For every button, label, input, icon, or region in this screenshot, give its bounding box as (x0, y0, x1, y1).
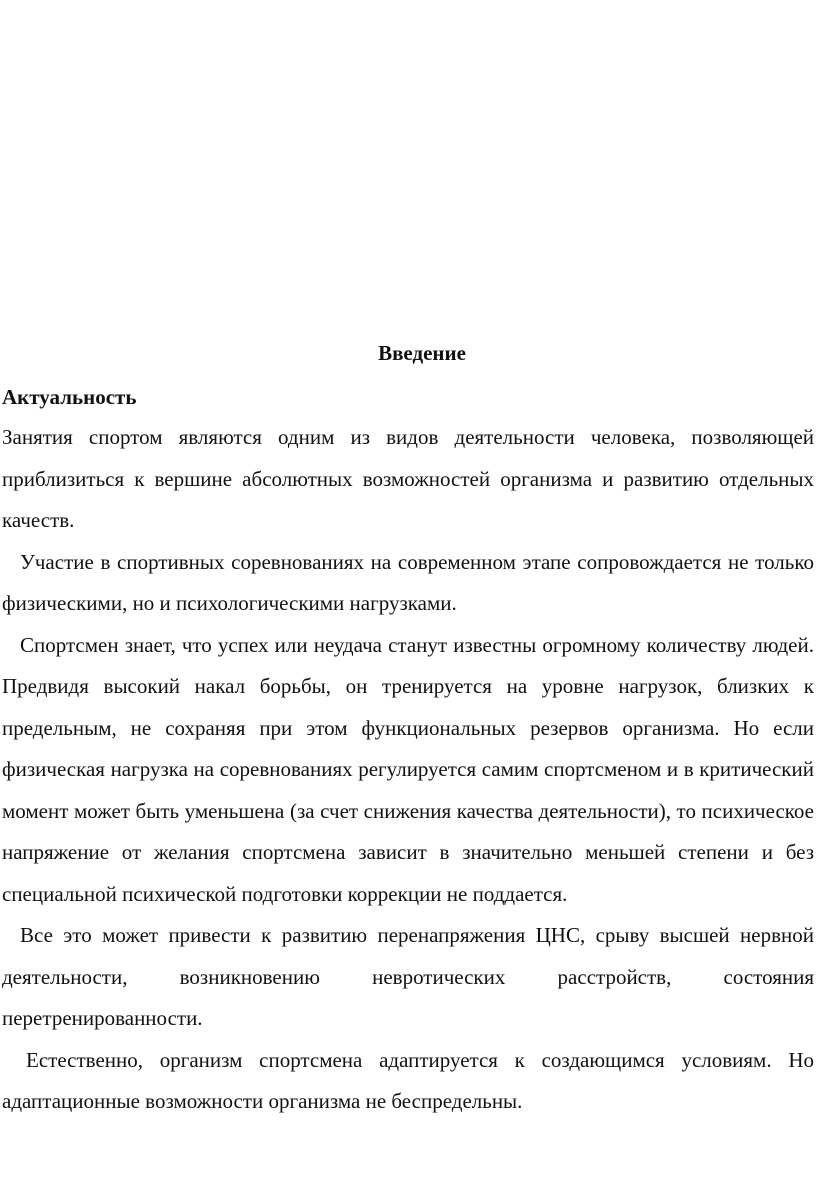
paragraph-1: Занятия спортом являются одним из видов деятельности человека, позволяющей приблизиться к вершине абсолютных возможностей организма и развитию отдельных качеств. (2, 425, 814, 532)
paragraph-4: Все это может привести к развитию перенапряжения ЦНС, срыву высшей нервной деятельности, возникновению невротических расстройств, состояния перетренированности. (2, 923, 814, 1030)
section-heading: Актуальность (2, 385, 137, 409)
document-page (0, 330, 816, 1123)
document-title: Введение (378, 341, 466, 365)
paragraph-5: Естественно, организм спортсмена адаптируется к создающимся условиям. Но адаптационные возможности организма не беспредельны. (2, 1047, 814, 1113)
paragraph-2: Участие в спортивных соревнованиях на современном этапе сопровождается не только физическими, но и психологическими нагрузками. (2, 549, 814, 615)
paragraph-3: Спортсмен знает, что успех или неудача станут известны огромному количеству людей. Предвидя высокий накал борьбы, он тренируется на уровне нагрузок, близких к предельным, не сохраняя при этом функциональных резервов организма. Но если физическая нагрузка на соревнованиях регулируется самим спортсменом и в критический момент может быть уменьшена (за счет снижения качества деятельности), то психическое напряжение от желания спортсмена зависит в значительно меньшей степени и без специальной психической подготовки коррекции не поддается. (2, 632, 814, 906)
